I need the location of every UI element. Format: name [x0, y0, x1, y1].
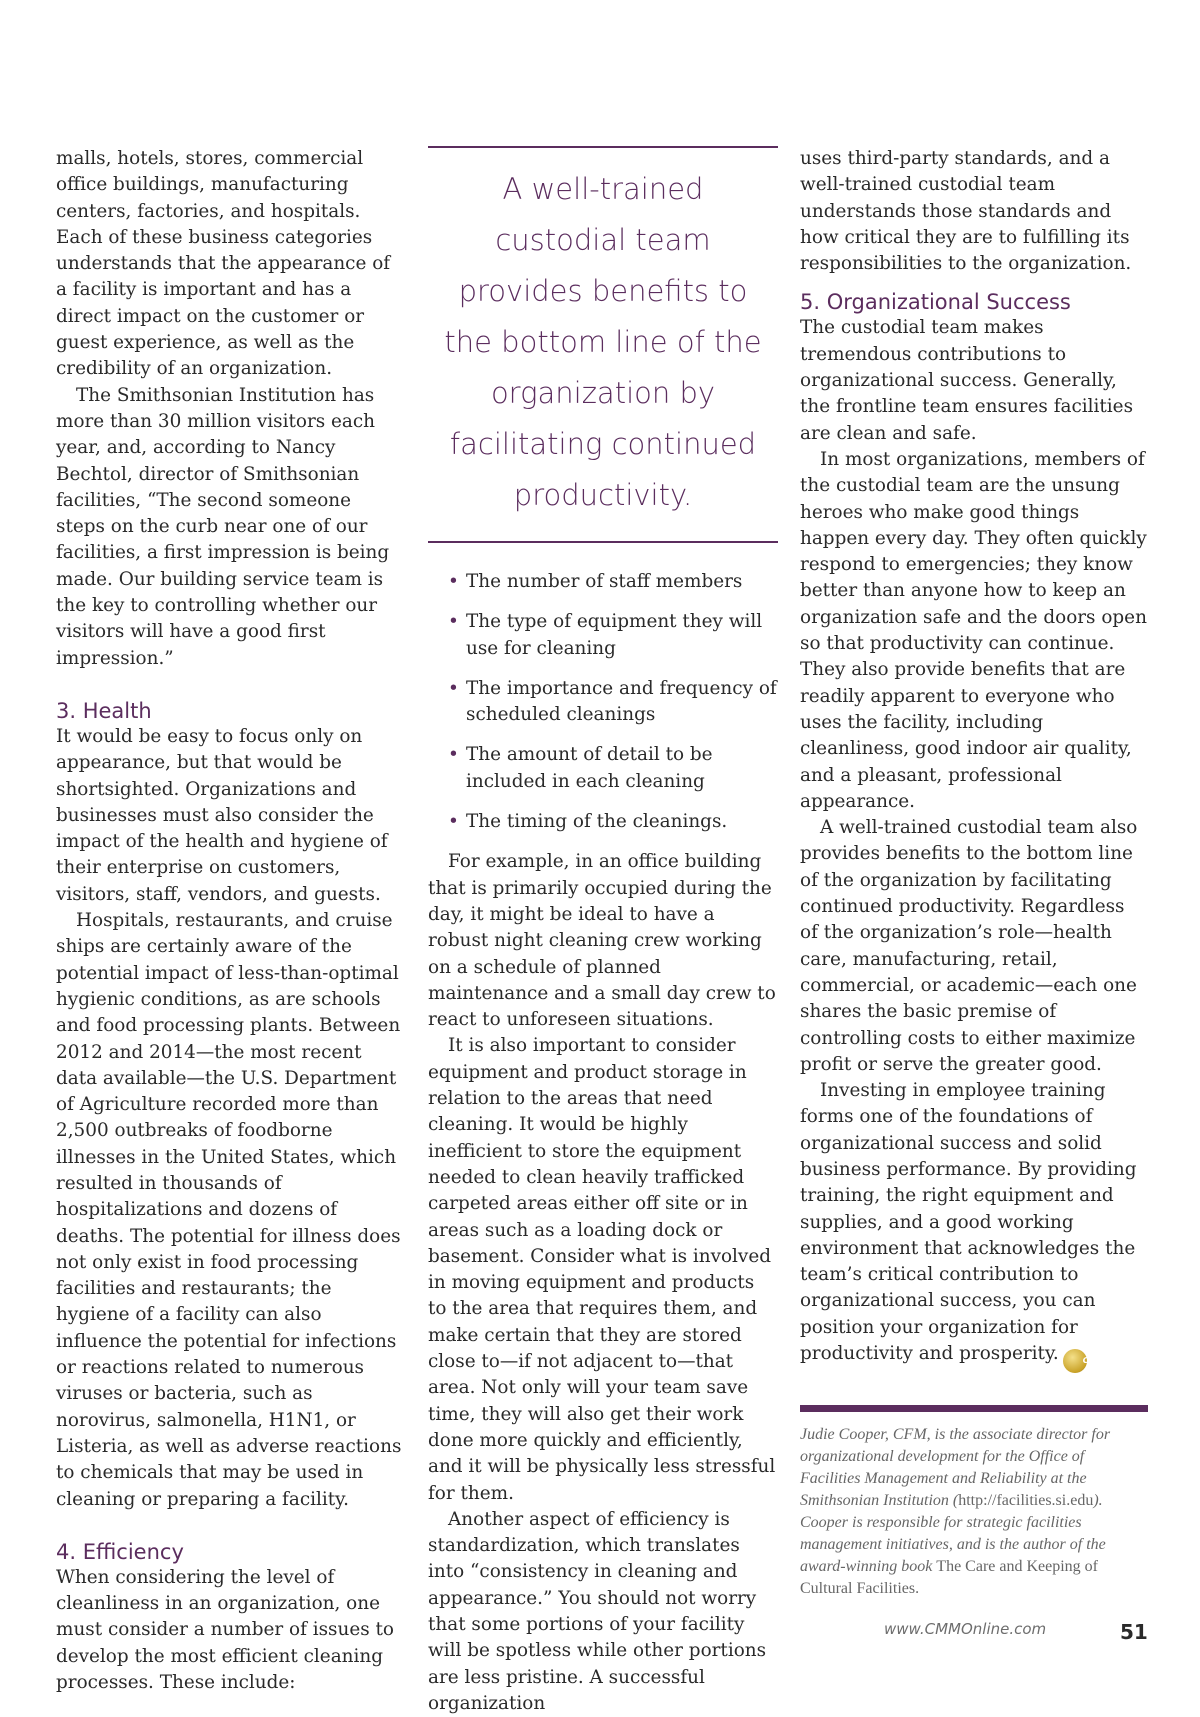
body-paragraph: Hospitals, restaurants, and cruise ships are certainly aware of the potential impact of less-than-optimal hygienic conditions, as are schools and food processing plants. Between 2012 and 2014—the most recent data available—the U.S. Department of Agriculture recorded more than 2,500 outbreaks of foodborne illnesses in the United States, which resulted in thousands of hospitalizations and dozens of deaths. The potential for illness does not only exist in food processing facilities and restaurants; the hygiene of a facility can also influence the potential for infections or reactions related to numerous viruses or bacteria, such as norovirus, salmonella, H1N1, or Listeria, as well as adverse reactions to chemicals that may be used in cleaning or preparing a facility.: [56, 910, 402, 1510]
body-paragraph: In most organizations, members of the custodial team are the unsung heroes who make good things happen every day. They often quickly respond to emergencies; they know better than anyone how to keep an organization safe and the doors open so that productivity can continue. They also provide benefits that are readily apparent to everyone who uses the facility, including cleanliness, good indoor air quality, and a pleasant, professional appearance.: [800, 448, 1147, 812]
body-paragraph: Another aspect of efficiency is standardization, which translates into “consistency in cleaning and appearance.” You should not worry that some portions of your facility will be spotless while other portions are less pristine. A successful organization: [428, 1508, 767, 1714]
bullet-icon: •: [448, 677, 459, 699]
pull-quote: A well-trained custodial team provides benefits to the bottom line of the organization by facilitating continued productivity.: [444, 172, 762, 512]
footer-url[interactable]: www.CMMOnline.com: [884, 1620, 1047, 1638]
body-paragraph: uses third-party standards, and a well-trained custodial team understands those standards and how critical they are to fulfilling its responsibilities to the organization.: [800, 148, 1132, 275]
right-column: [800, 146, 1148, 1600]
list-item: • The number of staff members: [428, 569, 778, 595]
end-mark-logo-icon: CM: [1063, 1349, 1087, 1373]
book-title: The Care and Keeping of Cultural Facilities.: [800, 1558, 1099, 1598]
bullet-icon: •: [448, 744, 459, 766]
left-column: [56, 146, 404, 1696]
body-paragraph: malls, hotels, stores, commercial office buildings, manufacturing centers, factories, and hospitals. Each of these business categories understands that the appearance of a facility is important and has a direct impact on the customer or guest experience, as well as the credibility of an organization.: [56, 148, 391, 380]
list-item: • The timing of the cleanings.: [428, 809, 778, 835]
section-heading-efficiency: 4. Efficiency: [56, 1539, 184, 1564]
body-paragraph: For example, in an office building that is primarily occupied during the day, it might be ideal to have a robust night cleaning crew working on a schedule of planned maintenance and a small day crew to react to unforeseen situations.: [428, 851, 776, 1031]
section-heading-health: 3. Health: [56, 698, 152, 723]
body-paragraph-final: Investing in employee training forms one of the foundations of organizational success and solid business performance. By providing training, the right equipment and supplies, and a good working environment that acknowledges the team’s critical contribution to organizational success, you can position your organization for productivity and prosperity. CM: [800, 1078, 1148, 1373]
body-paragraph: The custodial team makes tremendous contributions to organizational success. Generally, the frontline team ensures facilities are clean and safe.: [800, 317, 1134, 444]
middle-column: [428, 146, 778, 1717]
author-bio: Judie Cooper, CFM, is the associate director for organizational development for the Office of Facilities Management and Reliability at the Smithsonian Institution (http://facilities.si.edu). Cooper is responsible for strategic facilities management initiatives, and is the author of the award-winning book The Care and Keeping of Cultural Facilities.: [800, 1426, 1111, 1598]
body-paragraph: When considering the level of cleanliness in an organization, one must consider a number of issues to develop the most efficient cleaning processes. These include:: [56, 1566, 394, 1694]
body-paragraph: It is also important to consider equipment and product storage in relation to the areas that need cleaning. It would be highly inefficient to store the equipment needed to clean heavily trafficked carpeted areas either off site or in areas such as a loading dock or basement. Consider what is involved in moving equipment and products to the area that requires them, and make certain that they are stored close to—if not adjacent to—that area. Not only will your team save time, they will also get their work done more quickly and efficiently, and it will be physically less stressful for them.: [428, 1035, 776, 1504]
page-number: 51: [1120, 1620, 1148, 1644]
list-item: • The amount of detail to be included in each cleaning: [448, 744, 713, 792]
body-paragraph: It would be easy to focus only on appearance, but that would be shortsighted. Organizations and businesses must also consider the impact of the health and hygiene of their enterprise on customers, visitors, staff, vendors, and guests.: [56, 725, 388, 905]
bullet-list: [428, 569, 778, 835]
body-paragraph: The Smithsonian Institution has more than 30 million visitors each year, and, according to Nancy Bechtol, director of Smithsonian facilities, “The second someone steps on the curb near one of our facilities, a first impression is being made. Our building service team is the key to controlling whether our visitors will have a good first impression.”: [56, 384, 390, 669]
pull-quote-box: [428, 146, 778, 543]
bullet-icon: •: [448, 611, 459, 633]
list-item: • The importance and frequency of scheduled cleanings: [448, 677, 777, 726]
list-item: • The type of equipment they will use for cleaning: [448, 611, 763, 659]
section-heading-success: 5. Organizational Success: [800, 290, 1071, 315]
bio-divider: [800, 1405, 1148, 1412]
bullet-icon: •: [448, 811, 459, 833]
body-paragraph: A well-trained custodial team also provides benefits to the bottom line of the organization by facilitating continued productivity. Regardless of the organization’s role—health care, manufacturing, retail, commercial, or academic—each one shares the basic premise of controlling costs to either maximize profit or serve the greater good.: [800, 817, 1138, 1075]
bio-url-link[interactable]: http://facilities.si.edu: [958, 1492, 1094, 1510]
bullet-icon: •: [448, 571, 459, 592]
